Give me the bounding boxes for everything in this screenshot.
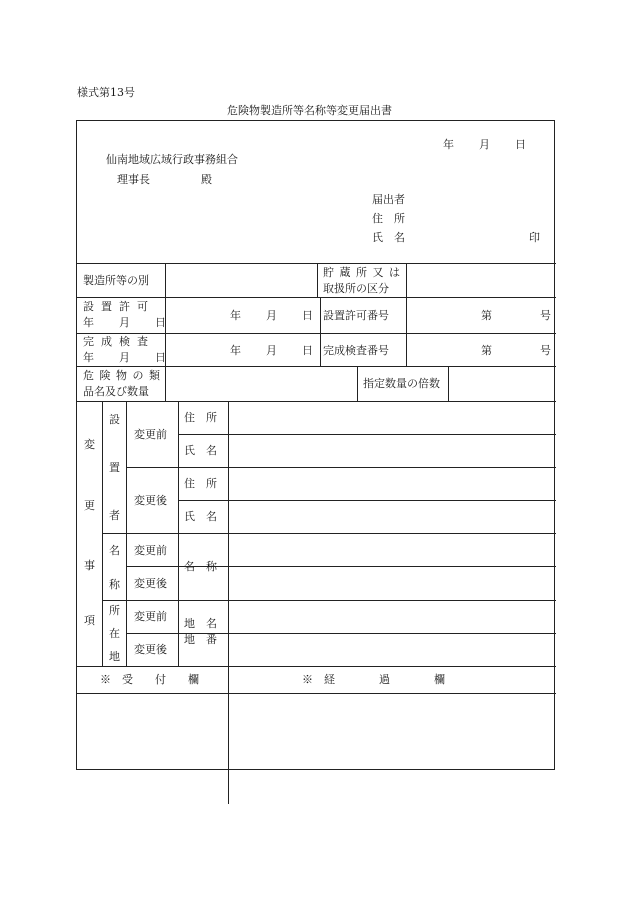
install-number-suffix: 号 — [540, 309, 551, 322]
installer-after-name-label: 氏 名 — [184, 510, 217, 523]
installer-char-2: 置 — [109, 461, 120, 474]
addressee-organization: 仙南地域広域行政事務組合 — [106, 153, 238, 166]
completion-day: 日 — [302, 344, 313, 357]
facility-type-label: 製造所等の別 — [83, 274, 149, 287]
install-day: 日 — [302, 309, 313, 322]
install-number-prefix: 第 — [481, 309, 492, 322]
completion-month: 月 — [266, 344, 277, 357]
installer-after-label: 変更後 — [134, 494, 167, 507]
form-title: 危険物製造所等名称等変更届出書 — [227, 104, 392, 117]
install-permit-date-label-2: 年月日 — [83, 316, 191, 329]
install-permit-date-label-1: 設置許可 — [83, 300, 155, 313]
addressee-title: 理事長 — [117, 173, 150, 186]
installer-char-3: 者 — [109, 509, 120, 522]
designated-multiple-label: 指定数量の倍数 — [363, 377, 440, 390]
section-char-1: 変 — [84, 438, 95, 451]
facility-name-label: 名 称 — [184, 560, 217, 573]
installer-char-1: 設 — [109, 413, 120, 426]
completion-date-label-1: 完成検査 — [83, 335, 155, 348]
name-group-char-1: 名 — [109, 544, 120, 557]
completion-number-prefix: 第 — [481, 344, 492, 357]
location-after-label: 変更後 — [134, 643, 167, 656]
storage-handling-label-1: 貯 蔵 所 又 は — [323, 266, 400, 279]
land-number-label: 地 番 — [184, 633, 217, 646]
section-char-2: 更 — [84, 499, 95, 512]
installer-after-address-label: 住 所 — [184, 477, 217, 490]
date-day-label: 日 — [515, 138, 526, 151]
applicant-name-label: 氏 名 — [372, 231, 405, 244]
install-month: 月 — [266, 309, 277, 322]
location-char-1: 所 — [109, 604, 120, 617]
completion-number-suffix: 号 — [540, 344, 551, 357]
name-group-char-2: 称 — [109, 578, 120, 591]
progress-column-label: ※ 経 過 欄 — [302, 673, 445, 686]
location-char-2: 在 — [109, 627, 120, 640]
location-char-3: 地 — [109, 650, 120, 663]
honorific: 殿 — [201, 173, 212, 186]
applicant-label: 届出者 — [372, 193, 405, 206]
section-char-3: 事 — [84, 559, 95, 572]
date-year-label: 年 — [443, 138, 454, 151]
installer-before-name-label: 氏 名 — [184, 444, 217, 457]
storage-handling-label-2: 取扱所の区分 — [323, 282, 389, 295]
name-before-label: 変更前 — [134, 544, 167, 557]
date-month-label: 月 — [479, 138, 490, 151]
hazmat-label-1: 危 険 物 の 類 — [83, 369, 160, 382]
completion-date-label-2: 年月日 — [83, 351, 191, 364]
install-year: 年 — [230, 309, 241, 322]
notification-form — [76, 120, 555, 770]
completion-number-label: 完成検査番号 — [323, 344, 389, 357]
name-after-label: 変更後 — [134, 577, 167, 590]
reception-column-label: ※ 受 付 欄 — [100, 673, 199, 686]
land-name-label: 地 名 — [184, 617, 217, 630]
hazmat-label-2: 品名及び数量 — [83, 385, 149, 398]
form-number: 様式第13号 — [77, 86, 135, 99]
location-before-label: 変更前 — [134, 610, 167, 623]
seal-mark: 印 — [529, 231, 540, 244]
installer-before-address-label: 住 所 — [184, 411, 217, 424]
section-char-4: 項 — [84, 614, 95, 627]
installer-before-label: 変更前 — [134, 428, 167, 441]
applicant-address-label: 住 所 — [372, 212, 405, 225]
install-permit-number-label: 設置許可番号 — [323, 309, 389, 322]
completion-year: 年 — [230, 344, 241, 357]
